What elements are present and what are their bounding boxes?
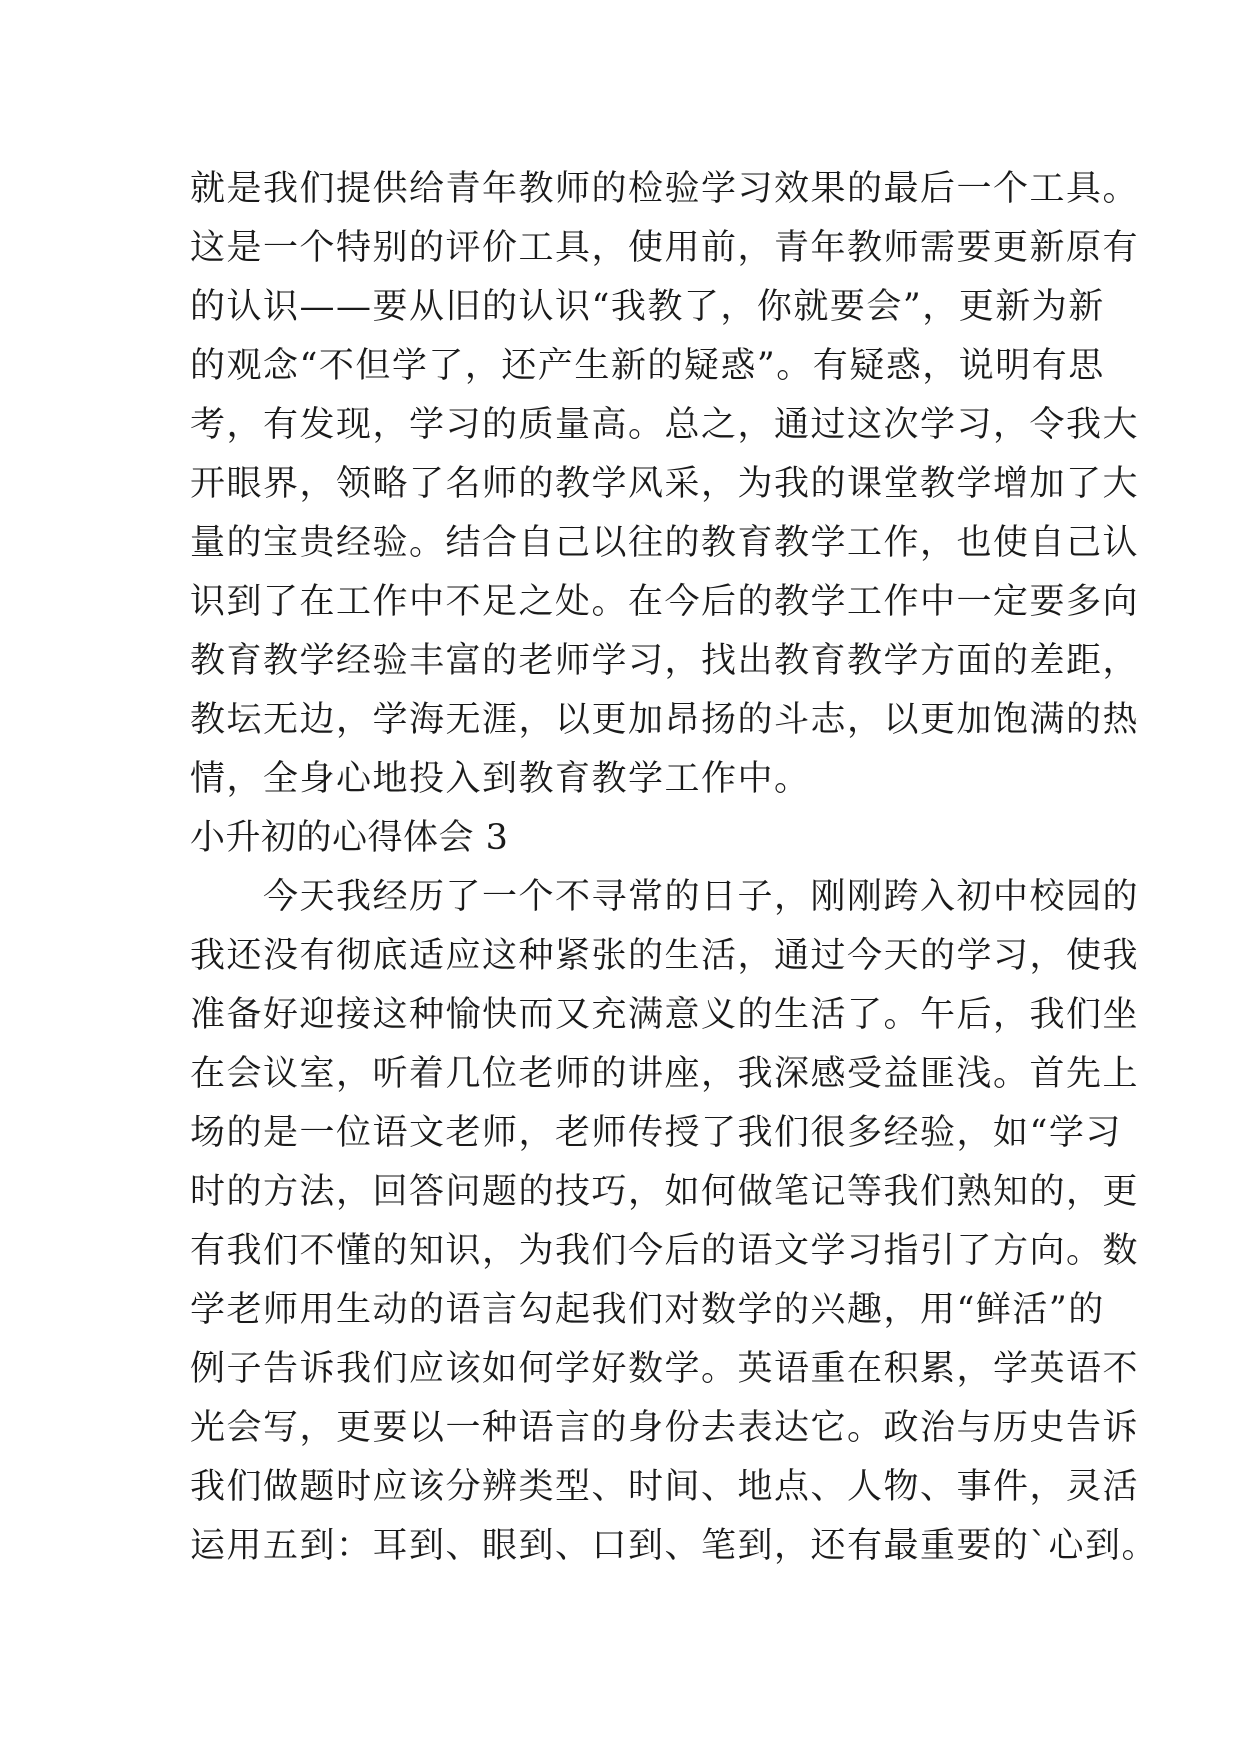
section-heading: 小升初的心得体会 3 bbox=[190, 818, 509, 858]
paragraph-line: 学老师用生动的语言勾起我们对数学的兴趣，用“鲜活”的 bbox=[190, 1290, 1105, 1330]
paragraph-line: 运用五到：耳到、眼到、口到、笔到，还有最重要的`心到。 bbox=[190, 1526, 1159, 1566]
paragraph-line: 教育教学经验丰富的老师学习，找出教育教学方面的差距， bbox=[190, 641, 1140, 681]
paragraph-line: 我们做题时应该分辨类型、时间、地点、人物、事件，灵活 bbox=[190, 1467, 1140, 1507]
paragraph-line: 情，全身心地投入到教育教学工作中。 bbox=[190, 759, 811, 799]
paragraph-line: 在会议室，听着几位老师的讲座，我深感受益匪浅。首先上 bbox=[190, 1054, 1140, 1094]
paragraph-line: 教坛无边，学海无涯，以更加昂扬的斗志，以更加饱满的热 bbox=[190, 700, 1140, 740]
paragraph-line: 我还没有彻底适应这种紧张的生活，通过今天的学习，使我 bbox=[190, 936, 1140, 976]
paragraph-line: 有我们不懂的知识，为我们今后的语文学习指引了方向。数 bbox=[190, 1231, 1140, 1271]
paragraph-line: 考，有发现，学习的质量高。总之，通过这次学习，令我大 bbox=[190, 405, 1140, 445]
paragraph-line: 识到了在工作中不足之处。在今后的教学工作中一定要多向 bbox=[190, 582, 1140, 622]
paragraph-line: 场的是一位语文老师，老师传授了我们很多经验，如“学习 bbox=[190, 1113, 1122, 1153]
paragraph-line: 光会写，更要以一种语言的身份去表达它。政治与历史告诉 bbox=[190, 1408, 1140, 1448]
paragraph-line: 今天我经历了一个不寻常的日子，刚刚跨入初中校园的 bbox=[190, 877, 1140, 917]
paragraph-line: 时的方法，回答问题的技巧，如何做笔记等我们熟知的，更 bbox=[190, 1172, 1140, 1212]
paragraph-line: 开眼界，领略了名师的教学风采，为我的课堂教学增加了大 bbox=[190, 464, 1140, 504]
paragraph-line: 量的宝贵经验。结合自己以往的教育教学工作，也使自己认 bbox=[190, 523, 1140, 563]
paragraph-line: 准备好迎接这种愉快而又充满意义的生活了。午后，我们坐 bbox=[190, 995, 1140, 1035]
paragraph-line: 就是我们提供给青年教师的检验学习效果的最后一个工具。 bbox=[190, 169, 1140, 209]
paragraph-line: 的认识——要从旧的认识“我教了，你就要会”，更新为新 bbox=[190, 287, 1105, 327]
document-body bbox=[190, 160, 1159, 1576]
paragraph-line: 的观念“不但学了，还产生新的疑惑”。有疑惑，说明有思 bbox=[190, 346, 1105, 386]
paragraph-line: 这是一个特别的评价工具，使用前，青年教师需要更新原有 bbox=[190, 228, 1140, 268]
paragraph-line: 例子告诉我们应该如何学好数学。英语重在积累，学英语不 bbox=[190, 1349, 1140, 1389]
